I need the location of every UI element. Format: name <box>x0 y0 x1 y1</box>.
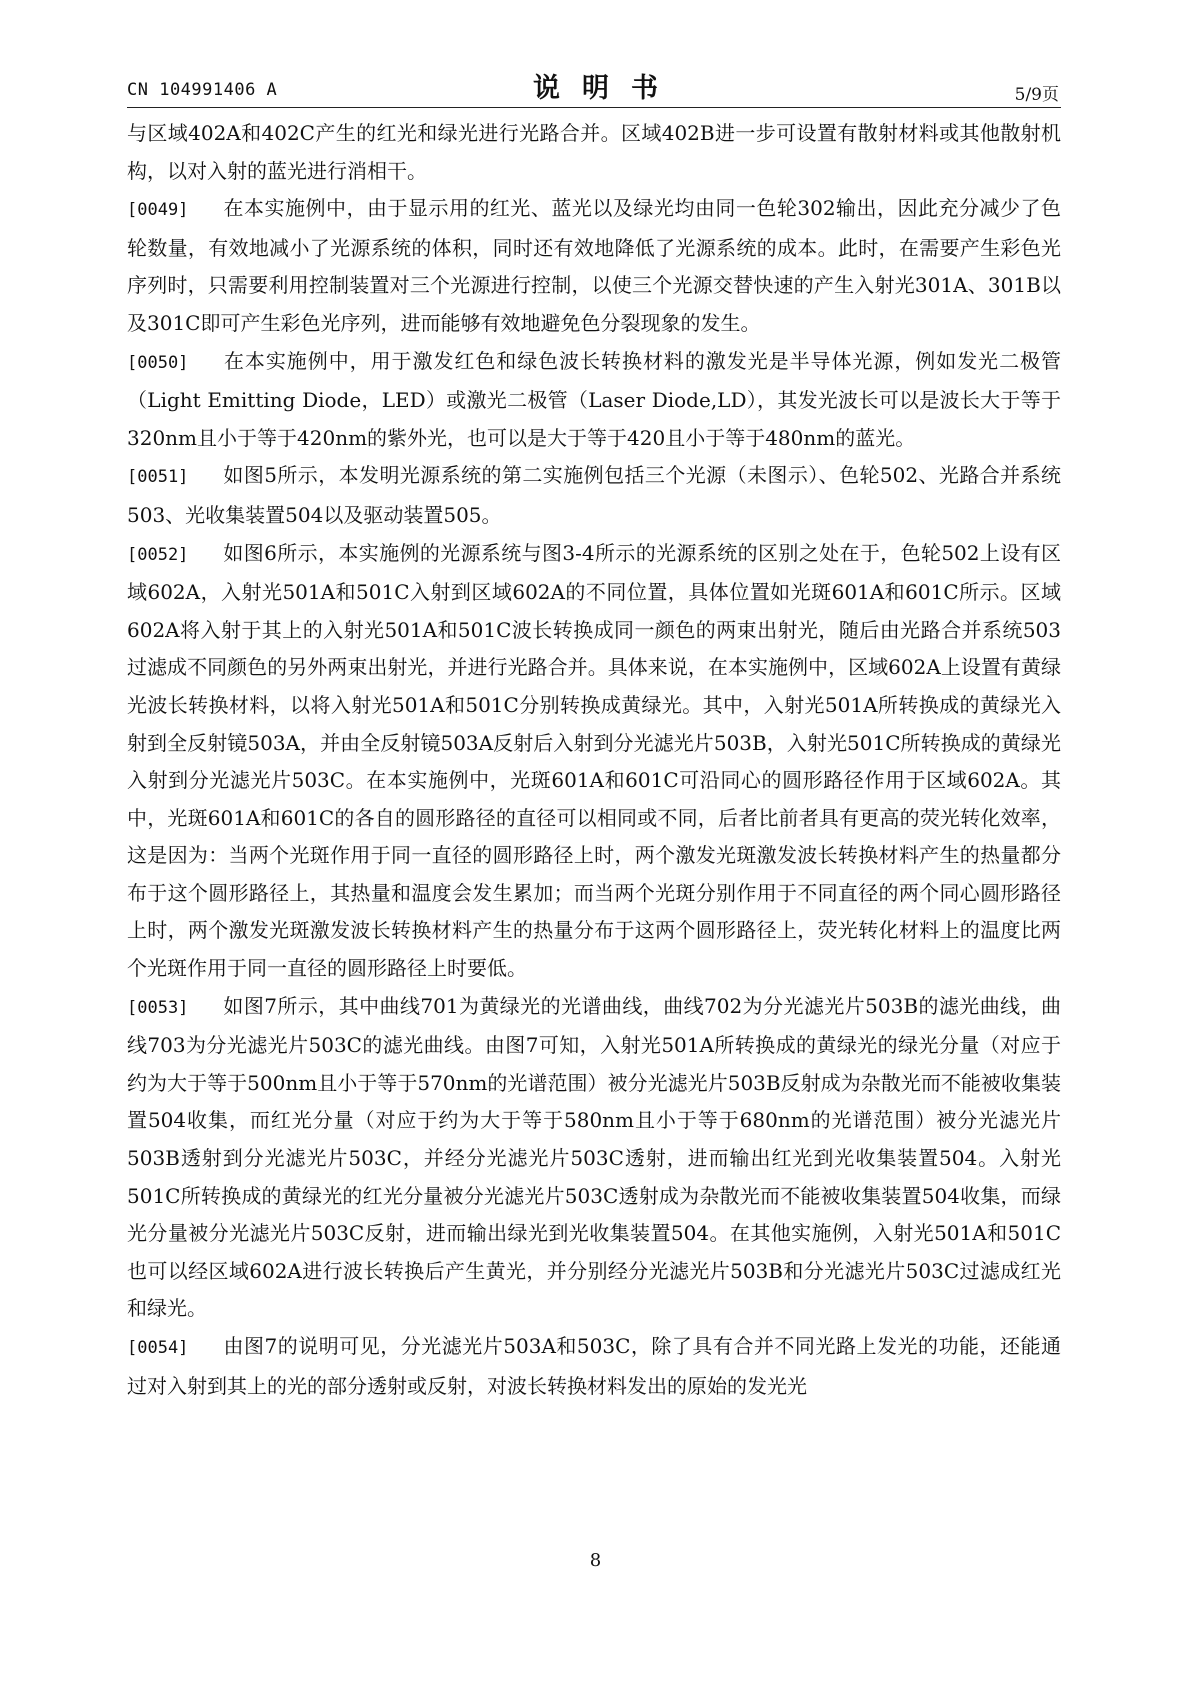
paragraph-0052 <box>127 535 1061 988</box>
paragraph-text: 在本实施例中，由于显示用的红光、蓝光以及绿光均由同一色轮302输出，因此充分减少了色轮数量，有效地减小了光源系统的体积，同时还有效地降低了光源系统的成本。此时，在需要产生彩色光序列时，只需要利用控制装置对三个光源进行控制，以使三个光源交替快速的产生入射光301A、301B以及301C即可产生彩色光序列，进而能够有效地避免色分裂现象的发生。 <box>127 196 1061 335</box>
paragraph-text: 在本实施例中，用于激发红色和绿色波长转换材料的激发光是半导体光源，例如发光二极管（Light Emitting Diode，LED）或激光二极管（Laser Diode,LD），其发光波长可以是波长大于等于320nm且小于等于420nm的紫外光，也可以是大于等于420且小于等于480nm的蓝光。 <box>127 348 1061 450</box>
paragraph-number: [0053] <box>127 997 189 1018</box>
document-number: CN 104991406 A <box>127 80 278 100</box>
page-count: 5/9页 <box>1014 85 1059 105</box>
paragraph-number: [0052] <box>127 544 189 565</box>
paragraph-0053 <box>127 988 1061 1328</box>
paragraph-number: [0054] <box>127 1338 189 1358</box>
paragraph-number: [0049] <box>127 200 189 221</box>
page-header <box>0 0 1191 110</box>
paragraph-text: 如图6所示，本实施例的光源系统与图3-4所示的光源系统的区别之处在于，色轮502上设有区域602A，入射光501A和501C入射到区域602A的不同位置，具体位置如光斑601A和601C所示。区域602A将入射于其上的入射光501A和501C波长转换成同一颜色的两束出射光，随后由光路合并系统503过滤成不同颜色的另外两束出射光，并进行光路合并。具体来说，在本实施例中，区域602A上设置有黄绿光波长转换材料，以将入射光501A和501C分别转换成黄绿光。其中，入射光501A所转换成的黄绿光入射到全反射镜503A，并由全反射镜503A反射后入射到分光滤光片503B，入射光501C所转换成的黄绿光入射到分光滤光片503C。在本实施例中，光斑601A和601C可沿同心的圆形路径作用于区域602A。其中，光斑601A和601C的各自的圆形路径的直径可以相同或不同，后者比前者具有更高的荧光转化效率，这是因为：当两个光斑作用于同一直径的圆形路径上时，两个激发光斑激发波长转换材料产生的热量都分布于这个圆形路径上，其热量和温度会发生累加；而当两个光斑分别作用于不同直径的两个同心圆形路径上时，两个激发光斑激发波长转换材料产生的热量分布于这两个圆形路径上，荧光转化材料上的温度比两个光斑作用于同一直径的圆形路径上时要低。 <box>127 540 1061 981</box>
paragraph-0054 <box>127 1328 1061 1405</box>
paragraph-text: 与区域402A和402C产生的红光和绿光进行光路合并。区域402B进一步可设置有散射材料或其他散射机构，以对入射的蓝光进行消相干。 <box>127 121 1061 183</box>
paragraph-0049 <box>127 190 1061 342</box>
paragraph-number: [0051] <box>127 467 189 488</box>
paragraph-text: 由图7的说明可见，分光滤光片503A和503C，除了具有合并不同光路上发光的功能，还能通过对入射到其上的光的部分透射或反射，对波长转换材料发出的原始的发光光 <box>127 1334 1061 1398</box>
paragraph-continuation <box>127 115 1061 190</box>
paragraph-text: 如图7所示，其中曲线701为黄绿光的光谱曲线，曲线702为分光滤光片503B的滤光曲线，曲线703为分光滤光片503C的滤光曲线。由图7可知，入射光501A所转换成的黄绿光的绿光分量（对应于约为大于等于500nm且小于等于570nm的光谱范围）被分光滤光片503B反射成为杂散光而不能被收集装置504收集，而红光分量（对应于约为大于等于580nm且小于等于680nm的光谱范围）被分光滤光片503B透射到分光滤光片503C，并经分光滤光片503C透射，进而输出红光到光收集装置504。入射光501C所转换成的黄绿光的红光分量被分光滤光片503C透射成为杂散光而不能被收集装置504收集，而绿光分量被分光滤光片503C反射，进而输出绿光到光收集装置504。在其他实施例，入射光501A和501C也可以经区域602A进行波长转换后产生黄光，并分别经分光滤光片503B和分光滤光片503C过滤成红光和绿光。 <box>127 993 1061 1321</box>
paragraph-text: 如图5所示，本发明光源系统的第二实施例包括三个光源（未图示）、色轮502、光路合并系统503、光收集装置504以及驱动装置505。 <box>127 463 1061 527</box>
page-number: 8 <box>589 1550 602 1571</box>
paragraph-number: [0050] <box>127 352 189 373</box>
paragraph-0051 <box>127 457 1061 534</box>
document-body <box>127 115 1061 1405</box>
document-title: 说明书 <box>533 73 680 104</box>
paragraph-0050 <box>127 343 1061 458</box>
header-divider <box>127 107 1061 108</box>
